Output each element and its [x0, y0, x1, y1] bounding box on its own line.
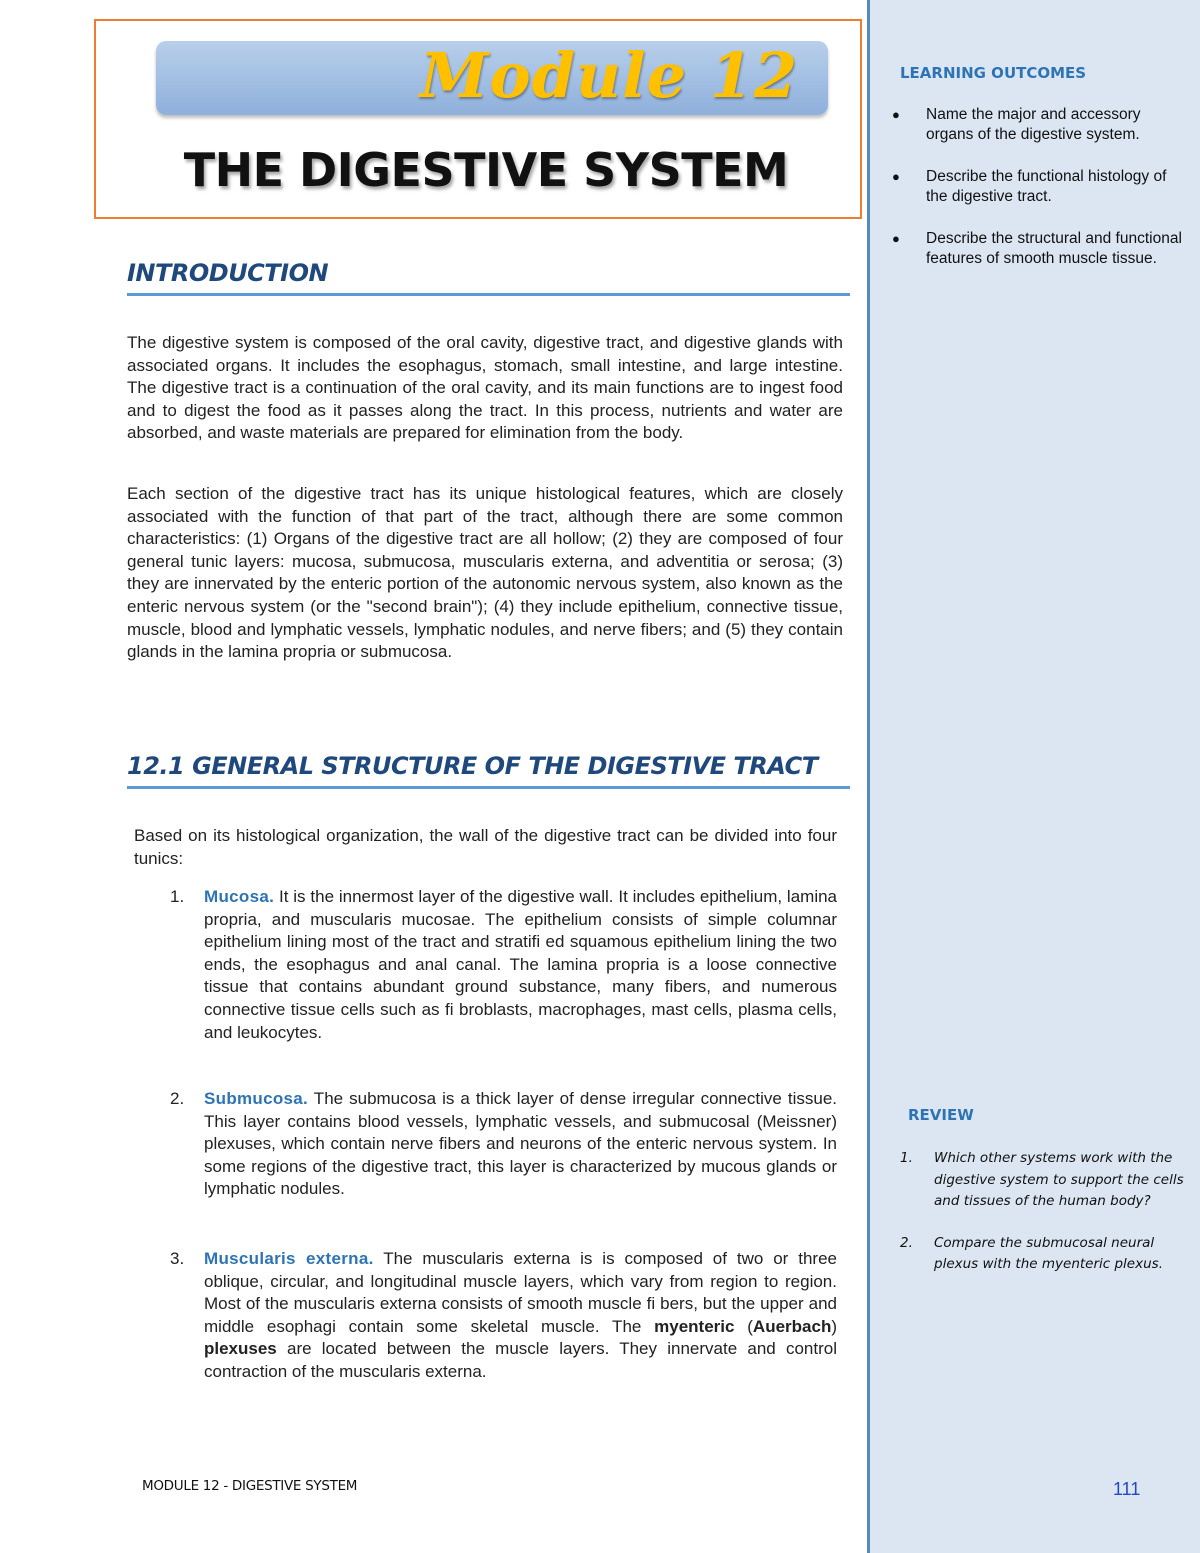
tunic-item-mucosa: [170, 886, 837, 1044]
tunic-term: Submucosa.: [204, 1089, 309, 1108]
introduction-heading: INTRODUCTION: [127, 259, 850, 296]
tunic-item-muscularis-externa: [170, 1248, 837, 1384]
tunic-term: Muscularis externa.: [204, 1249, 374, 1268]
list-number: 1.: [170, 887, 185, 906]
learning-sidebar: [867, 0, 1200, 1553]
tunic-term: Mucosa.: [204, 887, 275, 906]
bullet-icon: ●: [892, 107, 900, 122]
title-box: [94, 19, 862, 219]
tunic-description: Submucosa. The submucosa is a thick layer of dense irregular connective tissue. This layer contains blood vessels, lymphatic vessels, and submucosal (Meissner) plexuses, which contain nerve fibers and neurons of the enteric nervous system. In some regions of the digestive tract, this layer is characterized by mucous glands or lymphatic nodules.: [204, 1089, 837, 1199]
module-label: Module 12: [419, 39, 798, 112]
page-title: THE DIGESTIVE SYSTEM: [183, 143, 789, 197]
outcome-item: ● Describe the functional histology of the digestive tract.: [892, 168, 1167, 205]
module-banner: [156, 41, 828, 115]
page-footer: MODULE 12 - DIGESTIVE SYSTEM: [142, 1478, 358, 1494]
intro-paragraph: The digestive system is composed of the oral cavity, digestive tract, and digestive glands with associated organs. It includes the esophagus, stomach, small intestine, and large intestine. The digestive tract is a continuation of the oral cavity, and its main functions are to ingest food and to digest the food as it passes along the tract. In this process, nutrients and water are absorbed, and waste materials are prepared for elimination from the body.: [127, 333, 843, 443]
general-structure-heading: 12.1 GENERAL STRUCTURE OF THE DIGESTIVE TRACT: [127, 752, 850, 789]
list-number: 3.: [170, 1249, 185, 1268]
bullet-icon: ●: [892, 231, 900, 246]
learning-outcomes-heading: LEARNING OUTCOMES: [900, 64, 1087, 82]
review-question: 2. Compare the submucosal neural plexus with the myenteric plexus.: [900, 1234, 1163, 1272]
list-number: 2.: [170, 1089, 185, 1108]
general-structure-intro: Based on its histological organization, the wall of the digestive tract can be divided into four tunics:: [134, 826, 837, 868]
outcome-item: ● Describe the structural and functional features of smooth muscle tissue.: [892, 230, 1182, 267]
intro-paragraph: Each section of the digestive tract has its unique histological features, which are closely associated with the function of that part of the tract, although there are some common characteristics: (1) Organs of the digestive tract are all hollow; (2) they are composed of four general tunic layers: mucosa, submucosa, muscularis externa, and adventitia or serosa; (3) they are innervated by the enteric portion of the autonomic nervous system, also known as the enteric nervous system (or the "second brain"); (4) they include epithelium, connective tissue, muscle, blood and lymphatic vessels, lymphatic nodules, and nerve fibers; and (5) they contain glands in the lamina propria or submucosa.: [127, 484, 843, 662]
tunic-item-submucosa: [170, 1088, 837, 1201]
review-questions-list: [900, 1148, 1185, 1296]
learning-outcomes-list: [888, 105, 1188, 291]
bullet-icon: ●: [892, 169, 900, 184]
tunic-description: Mucosa. It is the innermost layer of the digestive wall. It includes epithelium, lamina propria, and muscularis mucosae. The epithelium consists of simple columnar epithelium lining most of the tract and stratifi ed squamous epithelium lining the two ends, the esophagus and anal canal. The lamina propria is a loose connective tissue that contains abundant ground substance, many fibers, and numerous connective tissue cells such as fi broblasts, macrophages, mast cells, plasma cells, and leukocytes.: [204, 887, 837, 1042]
page-number: 111: [1113, 1479, 1141, 1499]
review-question: 1. Which other systems work with the digestive system to support the cells and tissues of the human body?: [900, 1150, 1184, 1209]
outcome-item: ● Name the major and accessory organs of the digestive system.: [892, 106, 1141, 143]
review-heading: REVIEW: [908, 1106, 974, 1124]
tunic-description: Muscularis externa. The muscularis externa is is composed of two or three oblique, circular, and longitudinal muscle layers, which vary from region to region. Most of the muscularis externa consists of smooth muscle fi bers, but the upper and middle esophagi contain some skeletal muscle. The myenteric (Auerbach) plexuses are located between the muscle layers. They innervate and control contraction of the muscularis externa.: [204, 1249, 838, 1381]
